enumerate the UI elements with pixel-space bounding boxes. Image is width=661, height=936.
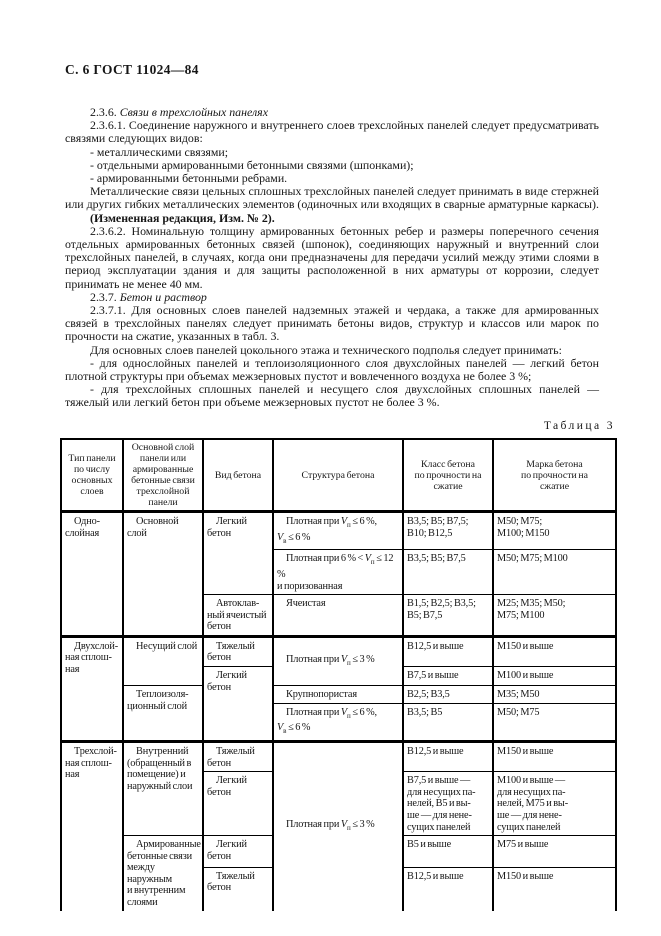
table-cell: В1,5; В2,5; В3,5; В5; В7,5 xyxy=(403,595,493,637)
table-cell: Тяжелый бетон xyxy=(203,741,273,771)
table-cell: М25; М35; М50; М75; М100 xyxy=(493,595,616,637)
table-cell: М75 и выше xyxy=(493,836,616,868)
document-body-text xyxy=(65,106,599,410)
table-cell: В3,5; В5 xyxy=(403,703,493,741)
section-title: Бетон и раствор xyxy=(119,289,207,304)
table-label: Таблица 3 xyxy=(543,419,615,432)
table-cell: В3,5; В5; В7,5; В10; В12,5 xyxy=(403,512,493,550)
concrete-classes-table xyxy=(60,438,617,911)
table-cell: Основной слой xyxy=(123,512,203,637)
paragraph: 2.3.6.2. Номинальную толщину армированных бетонных ребер и размеры поперечного сечения отдельных армированных бетонных связей (шпонок), соединяющих наружный и внутренний слои трехслойных панелей, в случаях, когда они предназначены для передачи усилий между этими слоями в период эксплуатации здания и для защиты расположенной в них арматуры от коррозии, следует принимать не менее 40 мм. xyxy=(65,223,599,291)
table-header-cell: Класс бетона по прочности на сжатие xyxy=(403,439,493,512)
table-cell: Плотная при $V_п \le 6$ %, $V_в \le 6$ % xyxy=(273,703,403,741)
table-row xyxy=(61,686,616,704)
paragraph: - для трехслойных сплошных панелей и несущего слоя двухслойных сплошных панелей — тяжелый или легкий бетон при объеме межзерновых пустот не более 3 %. xyxy=(65,382,599,410)
table-head xyxy=(61,439,616,512)
paragraph: - металлическими связями; xyxy=(90,144,229,159)
table-cell: М35; М50 xyxy=(493,686,616,704)
section-number: 2.3.6. xyxy=(90,105,120,119)
table-cell: В12,5 и выше xyxy=(403,741,493,771)
paragraph: 2.3.7.1. Для основных слоев панелей надземных этажей и чердака, а также для армированных связей в трехслойных панелях следует принимать бетоны видов, структур и классов или марок по прочности на сжатие, указанных в табл. 3. xyxy=(65,303,599,344)
paragraph: - армированными бетонными ребрами. xyxy=(90,171,288,186)
table-cell: В5 и выше xyxy=(403,836,493,868)
table-cell: Легкий бетон xyxy=(203,836,273,868)
table-row xyxy=(61,741,616,771)
table-cell: Несущий слой xyxy=(123,636,203,685)
table-cell: М150 и выше xyxy=(493,741,616,771)
table-cell: Двухслой- ная сплош- ная xyxy=(61,636,123,741)
section-title: Связи в трехслойных панелях xyxy=(119,105,268,119)
table-cell: Армированные бетонные связи между наружным и внутренним слоями xyxy=(123,836,203,911)
table-cell: Теплоизоля- ционный слой xyxy=(123,686,203,742)
table-cell: В7,5 и выше xyxy=(403,667,493,686)
table-header-cell: Структура бетона xyxy=(273,439,403,512)
table-row xyxy=(61,512,616,550)
table-cell: Легкий бетон xyxy=(203,772,273,836)
table-cell: Плотная при 6 % < $V_п \le 12$ % и поризованная xyxy=(273,550,403,595)
table-header-cell: Основной слой панели или армированные бетонные связи трехслойной панели xyxy=(123,439,203,512)
table-cell: Трехслой- ная сплош- ная xyxy=(61,741,123,910)
table-cell: В3,5; В5; В7,5 xyxy=(403,550,493,595)
table-header-cell: Марка бетона по прочности на сжатие xyxy=(493,439,616,512)
table-cell: Легкий бетон xyxy=(203,667,273,742)
table-row xyxy=(61,636,616,666)
paragraph: 2.3.6.1. Соединение наружного и внутреннего слоев трехслойных панелей следует предусматривать связями следующих видов: xyxy=(65,118,599,146)
table-cell: М50; М75 xyxy=(493,703,616,741)
table-cell: Крупнопористая xyxy=(273,686,403,704)
table-cell: М50; М75; М100 xyxy=(493,550,616,595)
table-cell: Тяжелый бетон xyxy=(203,636,273,666)
paragraph: - для однослойных панелей и теплоизоляционного слоя двухслойных панелей — легкий бетон плотной структуры при объемах межзерновых пустот и вовлеченного воздуха не более 3 %; xyxy=(65,355,599,384)
table-cell: Плотная при $V_п \le 3$ % xyxy=(273,741,403,910)
paragraph: - отдельными армированными бетонными связями (шпонками); xyxy=(90,157,414,172)
table-cell: Тяжелый бетон xyxy=(203,867,273,910)
table-cell: Внутренний (обращенный в помещение) и наружный слои xyxy=(123,741,203,835)
table-cell: В12,5 и выше xyxy=(403,867,493,910)
table-cell: М100 и выше — для несущих па- нелей, М75 и вы- ше — для нене- сущих панелей xyxy=(493,772,616,836)
table-cell: Автоклав- ный ячеистый бетон xyxy=(203,595,273,637)
table-cell: В2,5; В3,5 xyxy=(403,686,493,704)
section-number: 2.3.7. xyxy=(90,289,120,304)
table-cell: Легкий бетон xyxy=(203,512,273,595)
table-cell: М100 и выше xyxy=(493,667,616,686)
table-body xyxy=(61,512,616,911)
table-cell: М150 и выше xyxy=(493,636,616,666)
page-header: С. 6 ГОСТ 11024—84 xyxy=(65,62,199,77)
paragraph: Для основных слоев панелей цокольного этажа и технического подполья следует принимать: xyxy=(90,342,562,357)
table-header-cell: Вид бетона xyxy=(203,439,273,512)
paragraph: Металлические связи цельных сплошных трехслойных панелей следует принимать в виде стержней или других гибких металлических элементов (одиночных или входящих в сварные арматурные каркасы). xyxy=(65,184,599,212)
table-cell: Плотная при $V_п \le 6$ %, $V_в \le 6$ % xyxy=(273,512,403,550)
table-cell: М150 и выше xyxy=(493,867,616,910)
table-cell: В12,5 и выше xyxy=(403,636,493,666)
table-cell: М50; М75; М100; М150 xyxy=(493,512,616,550)
table-cell: В7,5 и выше — для несущих па- нелей, В5 и вы- ше — для нене- сущих панелей xyxy=(403,772,493,836)
table-cell: Плотная при $V_п \le 3$ % xyxy=(273,636,403,685)
table-cell: Ячеистая xyxy=(273,595,403,637)
table-cell: Одно- слойная xyxy=(61,512,123,637)
table-header-cell: Тип панели по числу основных слоев xyxy=(61,439,123,512)
paragraph: (Измененная редакция, Изм. № 2). xyxy=(90,210,275,225)
